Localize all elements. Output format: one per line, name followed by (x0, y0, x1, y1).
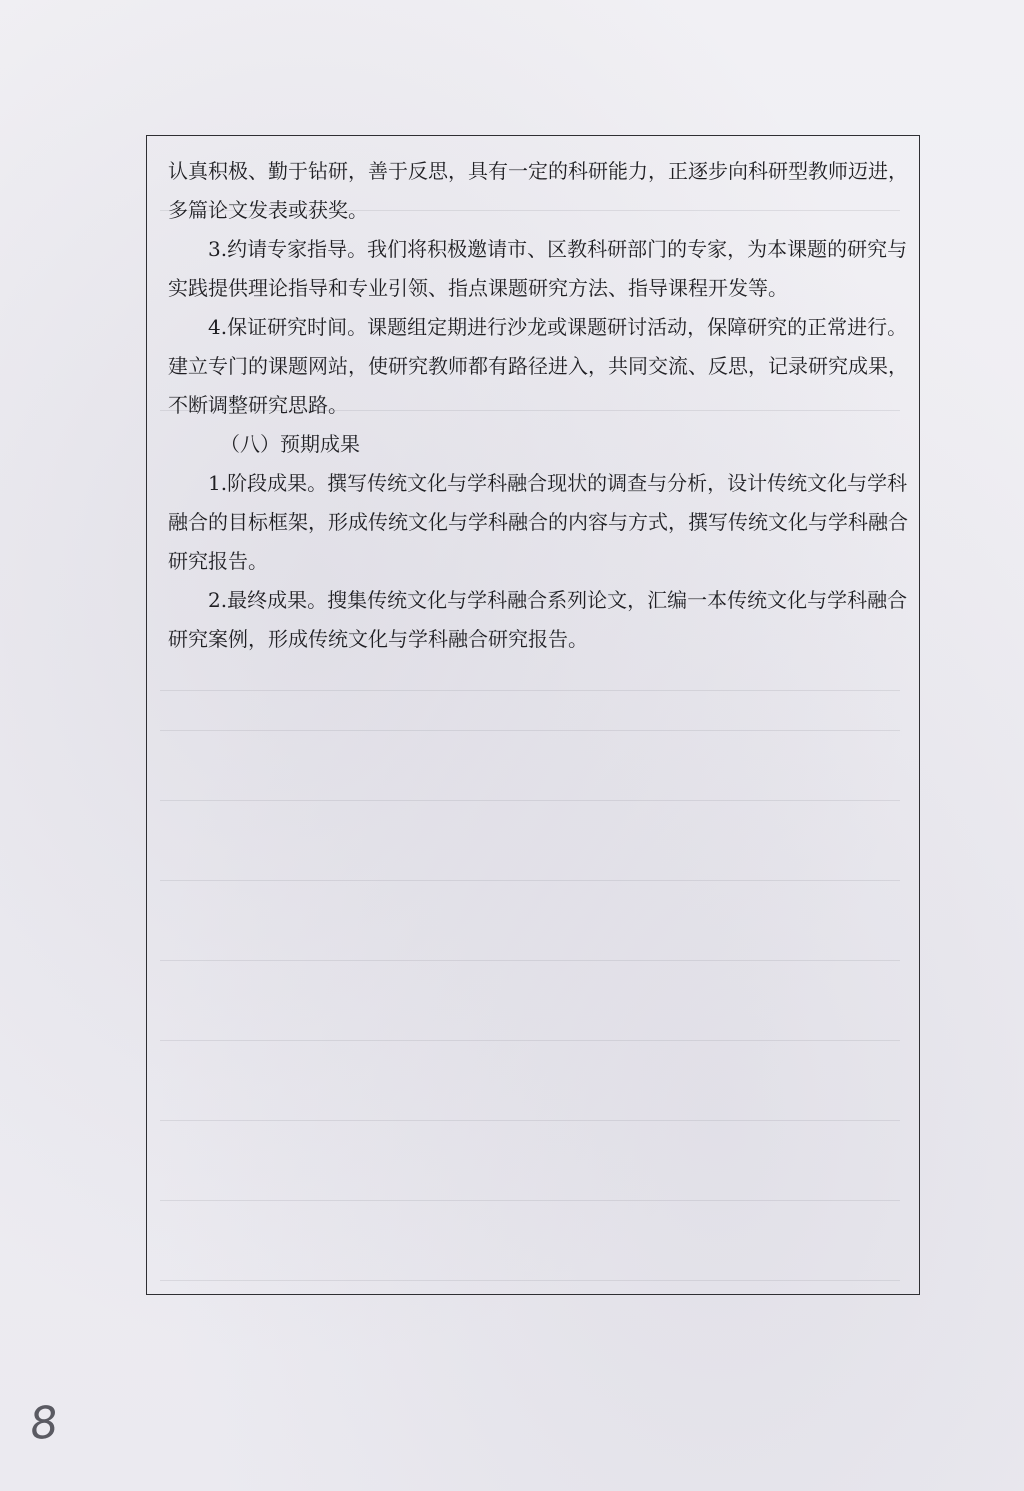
handwritten-page-number: 8 (27, 1396, 61, 1451)
paragraph-continuation: 认真积极、勤于钻研，善于反思，具有一定的科研能力，正逐步向科研型教师迈进，多篇论文发表或获奖。 (168, 159, 908, 222)
paragraph-research-time: 4.保证研究时间。课题组定期进行沙龙或课题研讨活动，保障研究的正常进行。建立专门的课题网站，使研究教师都有路径进入，共同交流、反思，记录研究成果，不断调整研究思路。 (168, 315, 908, 417)
paragraph-final-results: 2.最终成果。搜集传统文化与学科融合系列论文，汇编一本传统文化与学科融合研究案例，形成传统文化与学科融合研究报告。 (168, 588, 908, 651)
section-heading-expected-results: （八）预期成果 (220, 432, 360, 456)
paragraph-stage-results: 1.阶段成果。撰写传统文化与学科融合现状的调查与分析，设计传统文化与学科融合的目标框架，形成传统文化与学科融合的内容与方式，撰写传统文化与学科融合研究报告。 (168, 471, 908, 573)
paragraph-expert-guidance: 3.约请专家指导。我们将积极邀请市、区教科研部门的专家，为本课题的研究与实践提供理论指导和专业引领、指点课题研究方法、指导课程开发等。 (168, 237, 908, 300)
document-body (168, 152, 908, 659)
